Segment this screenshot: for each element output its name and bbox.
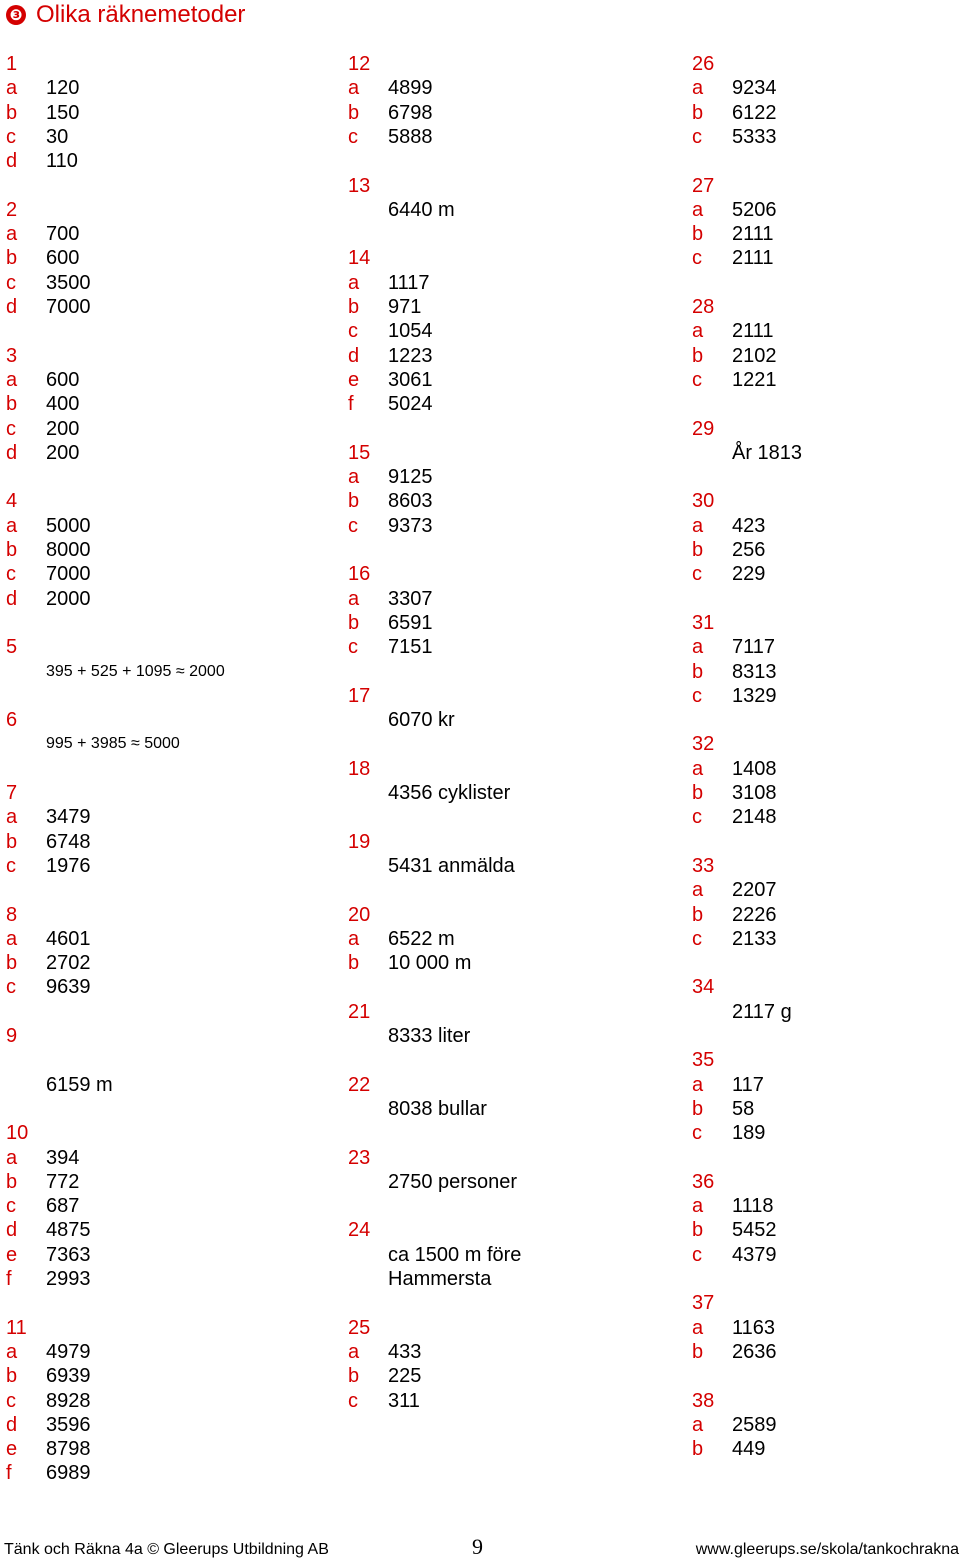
answer-value: 1408 [732, 757, 777, 780]
sub-question-label: f [6, 1462, 12, 1485]
answer-value: 433 [388, 1340, 422, 1363]
sub-question-label: a [6, 1340, 18, 1363]
answer-value: 6159 m [46, 1073, 113, 1096]
sub-question-label: d [6, 296, 18, 318]
answer-value: 5206 [732, 198, 777, 221]
exercise-number [6, 708, 17, 732]
exercise-number [6, 1121, 28, 1145]
exercise-number [692, 1291, 714, 1315]
sub-question-label: a [692, 77, 704, 100]
sub-question-label: b [692, 660, 704, 683]
sub-question-label: a [692, 1195, 704, 1218]
footer-url: www.gleerups.se/skola/tankochrakna [695, 1541, 959, 1558]
sub-question-label: a [692, 1413, 704, 1436]
answer-value: 6440 m [388, 198, 455, 221]
exercise-number [692, 854, 714, 878]
answer-value: 995 + 3985 ≈ 5000 [46, 735, 180, 753]
answer-value: 2702 [46, 952, 91, 975]
answer-value: År 1813 [732, 441, 803, 464]
sub-question-label: a [348, 466, 360, 489]
exercise-number [348, 52, 370, 76]
sub-question-label: d [6, 441, 18, 464]
answer-value: 9234 [732, 77, 777, 100]
sub-question-label: c [692, 1243, 702, 1266]
sub-question-label: b [692, 1438, 704, 1461]
sub-question-label: b [6, 539, 18, 561]
sub-question-label: b [692, 101, 704, 124]
answer-value: 1223 [388, 344, 433, 367]
sub-question-label: b [692, 903, 704, 926]
exercise-number-text: 35 [692, 1049, 715, 1072]
answer-value: 2102 [732, 344, 777, 367]
exercise-number-text: 14 [348, 247, 371, 270]
sub-question-label: a [692, 1073, 704, 1096]
exercise-number [692, 975, 714, 999]
answer-value: 971 [388, 296, 422, 318]
answer-value: 5431 anmälda [388, 854, 515, 877]
answer-value: 7363 [46, 1243, 91, 1266]
answer-value: 600 [46, 368, 80, 391]
sub-question-label: b [6, 952, 18, 975]
sub-question-label: b [348, 952, 360, 975]
sub-question-label: b [348, 1365, 360, 1388]
exercise-number-text: 3 [6, 344, 18, 367]
answer-value: 8038 bullar [388, 1097, 487, 1120]
answer-value: 150 [46, 101, 80, 124]
sub-question-label: c [692, 1122, 702, 1145]
sub-question-label: b [348, 611, 360, 634]
answer-value: Hammersta [388, 1268, 492, 1290]
answer-value: 7000 [46, 563, 91, 586]
answer-value: 9639 [46, 976, 91, 999]
answer-value: 6522 m [388, 927, 455, 950]
sub-question-label: b [692, 1097, 704, 1120]
exercise-number-text: 18 [348, 757, 371, 780]
answer-value: 6591 [388, 611, 433, 634]
sub-question-label: e [6, 1243, 18, 1266]
section-title: Olika räknemetoder [36, 1, 246, 28]
exercise-number-text: 23 [348, 1146, 371, 1169]
sub-question-label: d [6, 1219, 18, 1242]
sub-question-label: a [348, 1340, 360, 1363]
exercise-number-text: 17 [348, 684, 371, 707]
exercise-number-text: 15 [348, 441, 371, 464]
exercise-number [348, 1218, 370, 1242]
answer-value: 700 [46, 223, 80, 246]
answer-value: 2636 [732, 1340, 777, 1363]
exercise-number [6, 1316, 27, 1340]
answer-value: 200 [46, 417, 80, 440]
answer-value: 3108 [732, 782, 777, 804]
answer-value: 449 [732, 1438, 766, 1461]
sub-question-label: c [6, 1195, 16, 1218]
exercise-number [692, 611, 714, 635]
sub-question-label: c [348, 320, 358, 343]
page-title [6, 0, 245, 30]
answer-value: 2226 [732, 903, 777, 926]
sub-question-label: a [6, 806, 18, 829]
sub-question-label: a [6, 368, 18, 391]
answer-value: 2207 [732, 879, 777, 902]
exercise-number-text: 33 [692, 854, 715, 877]
answer-value: 189 [732, 1122, 766, 1145]
answer-value: 2750 personer [388, 1170, 517, 1193]
exercise-number [692, 1389, 714, 1413]
sub-question-label: a [348, 927, 360, 950]
exercise-number-text: 24 [348, 1219, 371, 1242]
sub-question-label: c [6, 125, 16, 148]
answer-value: 400 [46, 393, 80, 416]
exercise-number [6, 903, 17, 927]
sub-question-label: b [348, 296, 360, 318]
exercise-number [348, 684, 370, 708]
exercise-number-text: 9 [6, 1025, 18, 1047]
sub-question-label: d [6, 1413, 18, 1436]
sub-question-label: c [6, 563, 16, 586]
answer-value: 3307 [388, 587, 433, 610]
sub-question-label: a [6, 514, 18, 537]
answer-value: 2148 [732, 806, 777, 829]
exercise-number [348, 757, 370, 781]
exercise-number-text: 25 [348, 1316, 371, 1339]
answer-value: 4379 [732, 1243, 777, 1266]
exercise-number-text: 30 [692, 490, 715, 513]
sub-question-label: c [692, 684, 702, 707]
answer-value: 2111 [732, 320, 774, 343]
answer-value: 395 + 525 + 1095 ≈ 2000 [46, 662, 225, 680]
exercise-number-text: 11 [6, 1316, 27, 1339]
answer-value: 6798 [388, 101, 433, 124]
exercise-number-text: 8 [6, 903, 18, 926]
sub-question-label: f [348, 393, 354, 416]
answer-value: 200 [46, 441, 80, 464]
exercise-number-text: 1 [6, 53, 18, 75]
exercise-number [6, 489, 17, 513]
exercise-number-text: 19 [348, 830, 371, 853]
answer-value: 7000 [46, 296, 91, 318]
sub-question-label: c [348, 514, 358, 537]
answer-value: 600 [46, 247, 80, 270]
sub-question-label: b [6, 830, 18, 853]
answer-value: 10 000 m [388, 952, 472, 975]
exercise-number [348, 1073, 370, 1097]
sub-question-label: d [6, 150, 18, 173]
sub-question-label: a [692, 198, 704, 221]
answer-value: 4979 [46, 1340, 91, 1363]
sub-question-label: c [692, 125, 702, 148]
answer-value: 5452 [732, 1219, 777, 1242]
sub-question-label: a [692, 320, 704, 343]
answer-value: 2589 [732, 1413, 777, 1436]
answer-value: 4356 cyklister [388, 782, 511, 804]
answer-value: 120 [46, 77, 80, 100]
answer-value: 5000 [46, 514, 91, 537]
answer-value: 256 [732, 539, 766, 561]
sub-question-label: d [6, 587, 18, 610]
exercise-number [6, 198, 17, 222]
exercise-number [692, 1170, 714, 1194]
exercise-number-text: 32 [692, 733, 715, 756]
exercise-number-text: 6 [6, 709, 18, 732]
answer-value: 30 [46, 125, 69, 148]
sub-question-label: f [6, 1268, 12, 1290]
answer-value: 423 [732, 514, 766, 537]
sub-question-label: c [348, 636, 358, 659]
exercise-number [6, 52, 17, 76]
exercise-number-text: 36 [692, 1170, 715, 1193]
sub-question-label: c [348, 125, 358, 148]
exercise-number [692, 417, 714, 441]
sub-question-label: a [6, 223, 18, 246]
exercise-number-text: 37 [692, 1292, 715, 1315]
sub-question-label: a [348, 587, 360, 610]
exercise-number-text: 21 [348, 1000, 371, 1023]
sub-question-label: c [692, 927, 702, 950]
footer-copyright: Tänk och Räkna 4a © Gleerups Utbildning AB [4, 1541, 329, 1558]
sub-question-label: a [348, 77, 360, 100]
answer-value: 1976 [46, 854, 91, 877]
answer-value: 5024 [388, 393, 433, 416]
answer-value: 4875 [46, 1219, 91, 1242]
exercise-number-text: 31 [692, 611, 715, 634]
exercise-number [348, 1000, 370, 1024]
exercise-number [348, 441, 370, 465]
answer-value: 229 [732, 563, 766, 586]
answer-value: 7151 [388, 636, 433, 659]
exercise-number [692, 489, 714, 513]
answer-value: 9125 [388, 466, 433, 489]
answer-value: 2000 [46, 587, 91, 610]
exercise-number [348, 174, 370, 198]
exercise-number [692, 295, 714, 319]
answer-value: 5888 [388, 125, 433, 148]
exercise-number-text: 7 [6, 782, 18, 804]
sub-question-label: b [6, 1170, 18, 1193]
sub-question-label: c [6, 854, 16, 877]
sub-question-label: b [692, 223, 704, 246]
sub-question-label: b [692, 782, 704, 804]
sub-question-label: d [348, 344, 360, 367]
page-footer [0, 1534, 960, 1562]
answer-value: 2111 [732, 247, 774, 270]
exercise-number [6, 344, 17, 368]
sub-question-label: c [6, 417, 16, 440]
sub-question-label: a [692, 514, 704, 537]
answer-value: 772 [46, 1170, 80, 1193]
answer-value: 2117 g [732, 1000, 792, 1023]
exercise-number [348, 1316, 370, 1340]
sub-question-label: c [6, 976, 16, 999]
answer-value: 8928 [46, 1389, 91, 1412]
answer-value: 3061 [388, 368, 433, 391]
answer-value: 225 [388, 1365, 422, 1388]
exercise-number [348, 830, 370, 854]
answer-value: 2111 [732, 223, 774, 246]
answer-value: 58 [732, 1097, 755, 1120]
exercise-number-text: 10 [6, 1122, 29, 1145]
exercise-number [692, 174, 714, 198]
exercise-number-text: 22 [348, 1073, 371, 1096]
sub-question-label: c [6, 271, 16, 294]
sub-question-label: c [692, 368, 702, 391]
page-number: 9 [472, 1534, 483, 1559]
exercise-number-text: 27 [692, 174, 715, 197]
answer-value: 117 [732, 1073, 764, 1096]
sub-question-label: a [6, 1146, 18, 1169]
exercise-number [6, 781, 17, 805]
sub-question-label: b [6, 393, 18, 416]
answer-value: 2993 [46, 1268, 91, 1290]
answer-value: 5333 [732, 125, 777, 148]
answer-value: 6939 [46, 1365, 91, 1388]
answer-value: 394 [46, 1146, 80, 1169]
answer-value: 1329 [732, 684, 777, 707]
exercise-number [692, 1048, 714, 1072]
exercise-number [348, 1146, 370, 1170]
exercise-number-text: 20 [348, 903, 371, 926]
answer-value: 3500 [46, 271, 91, 294]
sub-question-label: c [692, 247, 702, 270]
sub-question-label: b [6, 247, 18, 270]
answer-value: 6989 [46, 1462, 91, 1485]
exercise-number-text: 38 [692, 1389, 715, 1412]
sub-question-label: c [348, 1389, 358, 1412]
sub-question-label: a [6, 77, 18, 100]
answer-value: 311 [388, 1389, 420, 1412]
answer-value: 1221 [732, 368, 777, 391]
sub-question-label: b [692, 539, 704, 561]
exercise-number-text: 4 [6, 490, 18, 513]
answer-value: 8798 [46, 1438, 91, 1461]
exercise-number-text: 34 [692, 976, 715, 999]
sub-question-label: c [6, 1389, 16, 1412]
sub-question-label: b [6, 1365, 18, 1388]
answer-value: 3479 [46, 806, 91, 829]
sub-question-label: a [6, 927, 18, 950]
answer-value: 4601 [46, 927, 91, 950]
exercise-number-text: 29 [692, 417, 715, 440]
answer-value: 1054 [388, 320, 433, 343]
answer-value: 8313 [732, 660, 777, 683]
exercise-number-text: 13 [348, 174, 371, 197]
answer-value: 6122 [732, 101, 777, 124]
sub-question-label: b [692, 1340, 704, 1363]
sub-question-label: b [348, 490, 360, 513]
exercise-number [348, 562, 370, 586]
sub-question-label: b [692, 344, 704, 367]
exercise-number-text: 12 [348, 53, 371, 75]
sub-question-label: c [692, 563, 702, 586]
sub-question-label: b [348, 101, 360, 124]
exercise-number [6, 635, 17, 659]
sub-question-label: b [692, 1219, 704, 1242]
answer-value: 4899 [388, 77, 433, 100]
sub-question-label: e [348, 368, 360, 391]
sub-question-label: a [692, 879, 704, 902]
exercise-number [348, 903, 370, 927]
exercise-number-text: 2 [6, 198, 18, 221]
exercise-number [6, 1024, 17, 1048]
exercise-number-text: 28 [692, 296, 715, 318]
answer-value: 2133 [732, 927, 777, 950]
answer-value: 8000 [46, 539, 91, 561]
answer-value: 1117 [388, 271, 430, 294]
exercise-number-text: 26 [692, 53, 715, 75]
sub-question-label: e [6, 1438, 18, 1461]
answer-value: 1118 [732, 1195, 774, 1218]
sub-question-label: c [692, 806, 702, 829]
sub-question-label: b [6, 101, 18, 124]
exercise-number-text: 5 [6, 636, 18, 659]
exercise-number [692, 52, 714, 76]
answer-value: ca 1500 m före [388, 1243, 522, 1266]
sub-question-label: a [692, 1316, 704, 1339]
sub-question-label: a [692, 636, 704, 659]
answer-value: 9373 [388, 514, 433, 537]
answer-value: 687 [46, 1195, 80, 1218]
answer-value: 7117 [732, 636, 776, 659]
exercise-number [348, 246, 370, 270]
answer-value: 1163 [732, 1316, 776, 1339]
answer-value: 6748 [46, 830, 91, 853]
sub-question-label: a [348, 271, 360, 294]
answer-value: 8333 liter [388, 1025, 471, 1047]
answer-value: 6070 kr [388, 709, 455, 732]
number-three-icon: ❸ [6, 5, 26, 25]
answer-value: 110 [46, 150, 78, 173]
exercise-number [692, 732, 714, 756]
answer-value: 8603 [388, 490, 433, 513]
sub-question-label: a [692, 757, 704, 780]
answer-value: 3596 [46, 1413, 91, 1436]
exercise-number-text: 16 [348, 563, 371, 586]
